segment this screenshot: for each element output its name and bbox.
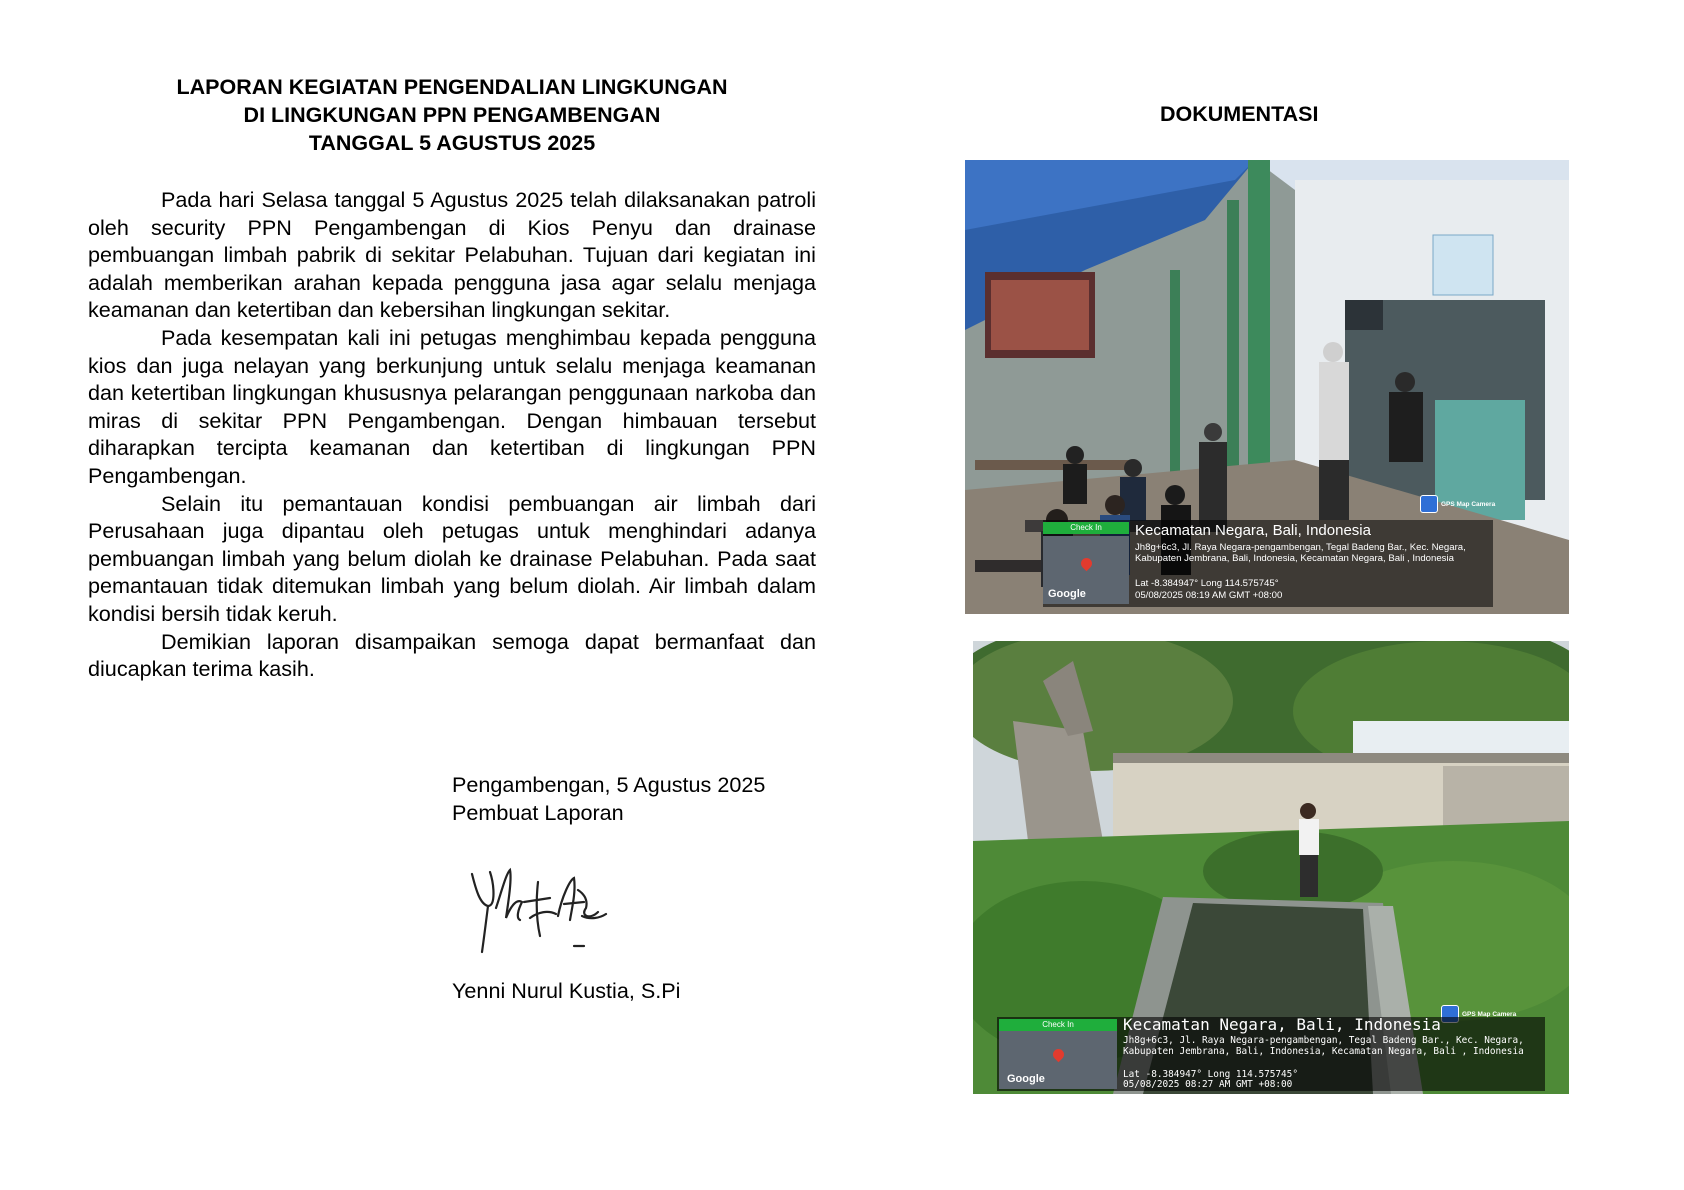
geotag-overlay bbox=[997, 1017, 1545, 1091]
map-pin-icon bbox=[1079, 556, 1095, 572]
place-date: Pengambengan, 5 Agustus 2025 bbox=[452, 772, 766, 797]
gps-camera-label: GPS Map Camera bbox=[1462, 1010, 1517, 1018]
location-name: Kecamatan Negara, Bali, Indonesia bbox=[1123, 1015, 1441, 1034]
report-title bbox=[88, 73, 816, 157]
gps-camera-label: GPS Map Camera bbox=[1441, 500, 1496, 508]
title-line-3: TANGGAL 5 AGUSTUS 2025 bbox=[308, 131, 596, 155]
map-pin-icon bbox=[1051, 1047, 1067, 1063]
photo-timestamp: 05/08/2025 08:19 AM GMT +08:00 bbox=[1135, 590, 1283, 601]
signer-name: Yenni Nurul Kustia, S.Pi bbox=[452, 978, 681, 1003]
paragraph-4: Demikian laporan disampaikan semoga dapat bermanfaat dan diucapkan terima kasih. bbox=[88, 628, 816, 682]
title-line-1: LAPORAN KEGIATAN PENGENDALIAN LINGKUNGAN bbox=[176, 75, 728, 99]
gps-camera-badge bbox=[1420, 495, 1495, 513]
google-logo: Google bbox=[1007, 1073, 1045, 1085]
documentation-photo-kiosk bbox=[965, 160, 1569, 614]
location-name: Kecamatan Negara, Bali, Indonesia bbox=[1135, 522, 1371, 539]
google-logo: Google bbox=[1048, 588, 1086, 600]
signer-role: Pembuat Laporan bbox=[452, 800, 624, 825]
signature-block bbox=[452, 771, 765, 827]
report-body bbox=[88, 186, 816, 683]
title-line-2: DI LINGKUNGAN PPN PENGAMBENGAN bbox=[243, 103, 661, 127]
checkin-badge: Check In bbox=[999, 1019, 1117, 1031]
geotag-overlay bbox=[1043, 520, 1493, 607]
paragraph-1: Pada hari Selasa tanggal 5 Agustus 2025 telah dilaksanakan patroli oleh security PPN Pengambengan di Kios Penyu dan drainase pembuangan limbah pabrik di sekitar Pelabuhan. Tujuan dari kegiatan ini adalah memberikan arahan kepada pengguna jasa agar selalu menjaga keamanan dan ketertiban dan kebersihan lingkungan sekitar. bbox=[88, 187, 816, 323]
location-coordinates: Lat -8.384947° Long 114.575745° bbox=[1123, 1069, 1298, 1080]
documentation-photo-drainage bbox=[973, 641, 1569, 1094]
gps-camera-icon bbox=[1420, 495, 1438, 513]
paragraph-3: Selain itu pemantauan kondisi pembuangan air limbah dari Perusahaan juga dipantau oleh petugas untuk menghindari adanya pembuangan limbah yang belum diolah ke drainase Pelabuhan. Pada saat pemantauan tidak ditemukan limbah yang belum diolah. Air limbah dalam kondisi bersih tidak keruh. bbox=[88, 490, 816, 626]
checkin-badge: Check In bbox=[1043, 522, 1129, 534]
map-thumbnail bbox=[999, 1031, 1117, 1089]
location-address: Jh8g+6c3, Jl. Raya Negara-pengambengan, Tegal Badeng Bar., Kec. Negara, Kabupaten Jembrana, Bali, Indonesia, Kecamatan Negara, Bali , Indonesia bbox=[1135, 542, 1466, 565]
location-address: Jh8g+6c3, Jl. Raya Negara-pengambengan, Tegal Badeng Bar., Kec. Negara, Kabupaten Jembrana, Bali, Indonesia, Kecamatan Negara, Bali , Indonesia bbox=[1123, 1035, 1524, 1058]
documentation-heading: DOKUMENTASI bbox=[1160, 102, 1319, 126]
handwritten-signature bbox=[466, 860, 616, 960]
photo-timestamp: 05/08/2025 08:27 AM GMT +08:00 bbox=[1123, 1079, 1293, 1090]
location-coordinates: Lat -8.384947° Long 114.575745° bbox=[1135, 578, 1279, 589]
map-thumbnail bbox=[1043, 536, 1129, 604]
paragraph-2: Pada kesempatan kali ini petugas menghimbau kepada pengguna kios dan juga nelayan yang berkunjung untuk selalu menjaga keamanan dan ketertiban lingkungan khususnya pelarangan penggunaan narkoba dan miras di sekitar PPN Pengambengan. Dengan himbauan tersebut diharapkan tercipta keamanan dan ketertiban di lingkungan PPN Pengambengan. bbox=[88, 324, 816, 488]
